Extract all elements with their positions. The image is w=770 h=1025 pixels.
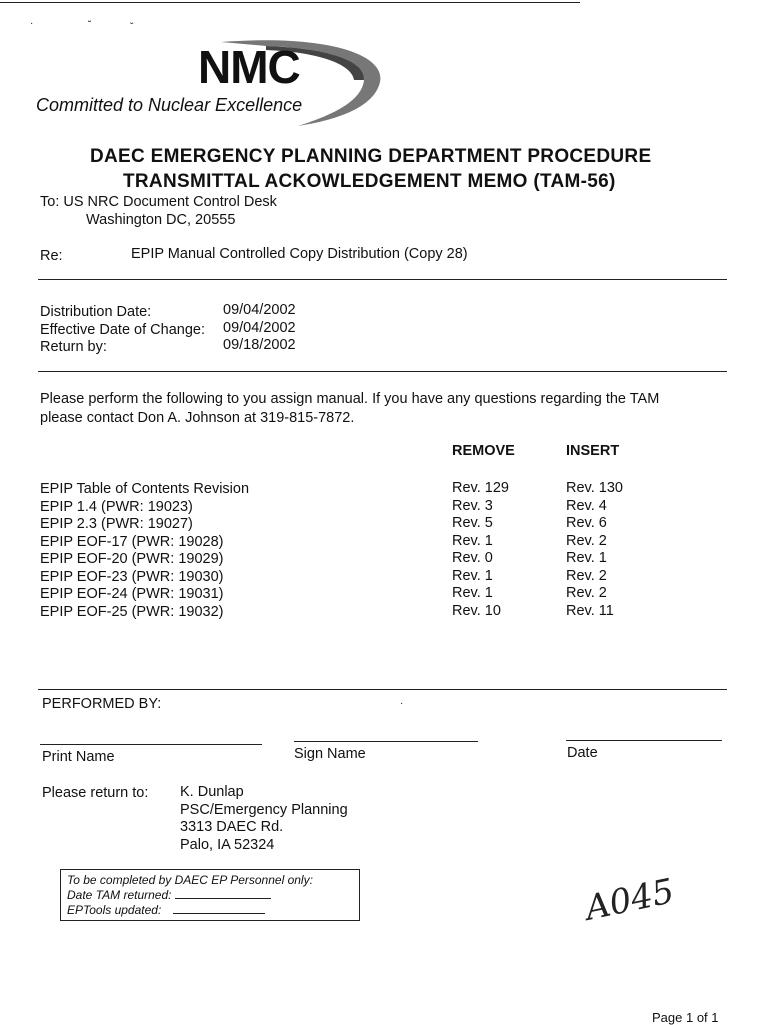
table-row-item: EPIP 1.4 (PWR: 19023) bbox=[40, 498, 193, 515]
divider-2 bbox=[38, 371, 727, 372]
table-row-insert: Rev. 2 bbox=[566, 585, 607, 601]
table-row-insert: Rev. 2 bbox=[566, 567, 607, 584]
return-address-line: Palo, IA 52324 bbox=[180, 836, 275, 853]
date-label: Date bbox=[567, 745, 598, 761]
table-row-remove: Rev. 129 bbox=[452, 480, 509, 496]
nmc-logo bbox=[36, 34, 386, 130]
scan-top-line bbox=[0, 2, 580, 3]
date-labels bbox=[40, 304, 205, 357]
ep-box-heading: To be completed by DAEC EP Personnel only: bbox=[67, 873, 313, 887]
ep-box-tools-label: EPTools updated: bbox=[67, 903, 162, 917]
remove-header: REMOVE bbox=[452, 443, 515, 459]
print-name-line bbox=[40, 744, 262, 745]
insert-column bbox=[566, 480, 623, 620]
table-row-item: EPIP 2.3 (PWR: 19027) bbox=[40, 516, 193, 532]
ep-box-tools-row bbox=[67, 903, 265, 917]
sign-name-line bbox=[294, 741, 478, 742]
sign-name-label: Sign Name bbox=[294, 746, 366, 762]
date-values bbox=[223, 302, 296, 355]
table-row-item: EPIP EOF-23 (PWR: 19030) bbox=[40, 568, 224, 585]
effective-date-value: 09/04/2002 bbox=[223, 319, 296, 336]
scan-speck: · bbox=[400, 698, 404, 709]
distribution-date-value: 09/04/2002 bbox=[223, 302, 296, 318]
scan-speck: ˘ bbox=[88, 20, 92, 31]
return-address-line: PSC/Emergency Planning bbox=[180, 801, 348, 818]
divider-3 bbox=[38, 689, 727, 690]
table-row-remove: Rev. 1 bbox=[452, 567, 493, 584]
date-line bbox=[566, 740, 722, 741]
table-row-insert: Rev. 6 bbox=[566, 515, 607, 531]
re-label: Re: bbox=[40, 248, 63, 264]
title-line-1: DAEC EMERGENCY PLANNING DEPARTMENT PROCEDURE bbox=[90, 146, 652, 167]
table-row-insert: Rev. 4 bbox=[566, 497, 607, 514]
scan-speck: ˇ bbox=[130, 22, 134, 33]
table-row-item: EPIP EOF-25 (PWR: 19032) bbox=[40, 603, 224, 620]
ep-personnel-box bbox=[60, 869, 360, 921]
instructions-line-1: Please perform the following to you assign manual. If you have any questions regarding the TAM bbox=[40, 391, 660, 407]
table-row-remove: Rev. 1 bbox=[452, 532, 493, 549]
return-address bbox=[180, 784, 348, 854]
instructions-line-2: please contact Don A. Johnson at 319-815-7872. bbox=[40, 410, 355, 426]
return-by-value: 09/18/2002 bbox=[223, 337, 296, 353]
title-line-2: TRANSMITTAL ACKOWLEDGEMENT MEMO (TAM-56) bbox=[123, 171, 616, 192]
table-row-remove: Rev. 1 bbox=[452, 585, 493, 601]
page-number: Page 1 of 1 bbox=[652, 1010, 719, 1025]
to-line-2: Washington DC, 20555 bbox=[86, 212, 236, 228]
document-list bbox=[40, 481, 249, 621]
re-value: EPIP Manual Controlled Copy Distribution (Copy 28) bbox=[131, 246, 468, 262]
to-line-1: To: US NRC Document Control Desk bbox=[40, 194, 277, 210]
print-name-label: Print Name bbox=[42, 749, 115, 765]
table-row-item: EPIP EOF-17 (PWR: 19028) bbox=[40, 533, 224, 550]
table-row-item: EPIP EOF-20 (PWR: 19029) bbox=[40, 551, 224, 567]
table-row-remove: Rev. 5 bbox=[452, 515, 493, 531]
return-by-label: Return by: bbox=[40, 339, 107, 355]
return-to-label: Please return to: bbox=[42, 785, 149, 801]
performed-by-label: PERFORMED BY: bbox=[42, 696, 162, 712]
table-row-insert: Rev. 1 bbox=[566, 550, 607, 566]
distribution-date-label: Distribution Date: bbox=[40, 304, 152, 320]
insert-header: INSERT bbox=[566, 443, 620, 459]
nmc-tagline: Committed to Nuclear Excellence bbox=[36, 95, 303, 115]
ep-box-date-label: Date TAM returned: bbox=[67, 888, 172, 902]
remove-column bbox=[452, 480, 509, 620]
table-row-insert: Rev. 130 bbox=[566, 480, 623, 496]
return-address-line: 3313 DAEC Rd. bbox=[180, 819, 284, 835]
ep-box-date-row bbox=[67, 888, 271, 902]
table-row-remove: Rev. 0 bbox=[452, 550, 493, 566]
table-row-remove: Rev. 3 bbox=[452, 497, 493, 514]
scan-speck: · bbox=[30, 18, 34, 29]
table-row-insert: Rev. 11 bbox=[566, 602, 614, 619]
table-row-item: EPIP EOF-24 (PWR: 19031) bbox=[40, 586, 224, 602]
ep-box-date-field bbox=[175, 898, 271, 899]
ep-box-tools-field bbox=[173, 913, 265, 914]
effective-date-label: Effective Date of Change: bbox=[40, 321, 205, 338]
table-row-insert: Rev. 2 bbox=[566, 532, 607, 549]
nmc-brand: NMC bbox=[198, 41, 300, 93]
divider-1 bbox=[38, 279, 727, 280]
return-address-line: K. Dunlap bbox=[180, 784, 244, 800]
table-row-item: EPIP Table of Contents Revision bbox=[40, 481, 250, 497]
handwritten-code: A045 bbox=[581, 871, 678, 929]
table-row-remove: Rev. 10 bbox=[452, 602, 501, 619]
